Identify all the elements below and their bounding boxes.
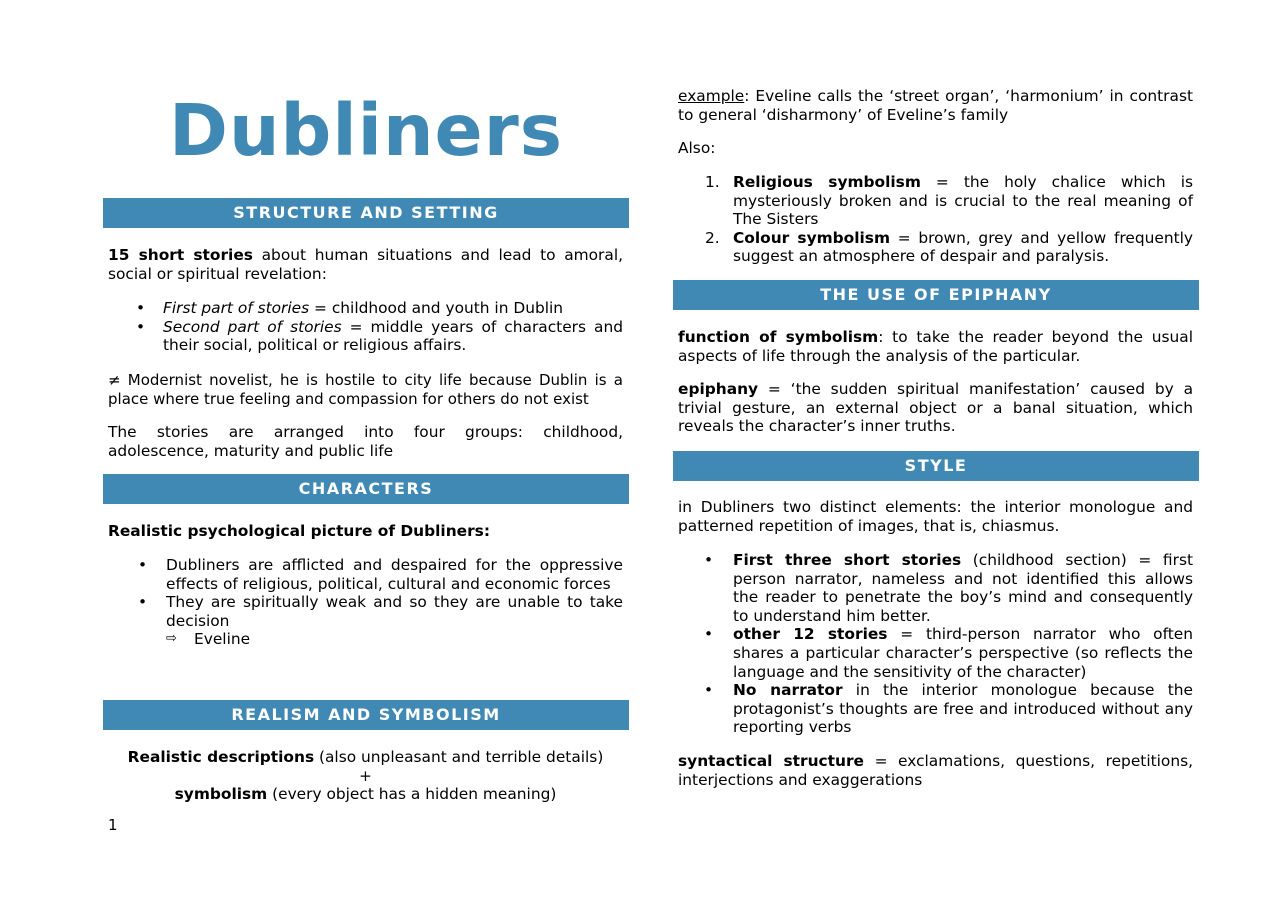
item-rest: = the holy chalice which is mysteriously broken and is crucial to the real meaning of The Sisters [733, 173, 1193, 229]
bullet-icon: • [704, 551, 714, 569]
list-item [108, 556, 623, 593]
bullet-rest: = third-person narrator who often shares a particular character’s perspective (so reflects the language and the sensitivity of the character) [733, 625, 1194, 681]
function-paragraph [678, 328, 1193, 365]
groups-line-2: adolescence, maturity and public life [108, 441, 394, 460]
structure-bullets [108, 299, 623, 355]
syntax-rest: = exclamations, questions, repetitions, interjections and exaggerations [678, 752, 1193, 789]
syntax-paragraph [678, 752, 1193, 789]
realism-line-3-bold: symbolism [174, 785, 268, 804]
bullet-icon: • [136, 317, 146, 336]
bullet-icon: • [136, 299, 146, 317]
bullet-icon: • [704, 625, 714, 644]
bullet-rest: in the interior monologue because the protagonist’s thoughts are free and introduced without any reporting verbs [733, 681, 1193, 737]
list-item [678, 681, 1193, 737]
bullet-icon: • [138, 593, 148, 612]
bullet-rest: = middle years of characters and their social, political or religious affairs. [163, 317, 623, 355]
also-label: Also: [678, 139, 716, 157]
modernist-note: ≠ Modernist novelist, he is hostile to city life because Dublin is a place where true feeling and compassion for others do not exist [108, 371, 623, 408]
epiphany-paragraph [678, 380, 1193, 436]
characters-lead: Realistic psychological picture of Dubliners: [108, 522, 490, 540]
realism-line-1 [108, 748, 623, 767]
function-rest: : to take the reader beyond the usual aspects of life through the analysis of the particular. [678, 328, 1193, 365]
list-item [678, 229, 1193, 266]
structure-intro [108, 246, 623, 283]
symbolism-list [678, 173, 1193, 266]
list-item [108, 299, 623, 318]
realism-line-1-bold: Realistic descriptions [127, 748, 315, 766]
list-item [108, 593, 623, 630]
page-number: 1 [108, 816, 118, 834]
page-title: Dubliners [169, 89, 563, 172]
item-bold: Colour symbolism [733, 228, 891, 247]
bullet-icon: • [138, 556, 148, 574]
example-label: example [678, 87, 745, 105]
bullet-rest: = childhood and youth in Dublin [309, 299, 564, 317]
bullet-bold: No narrator [733, 681, 843, 700]
list-number: 2. [705, 228, 720, 247]
bullet-text: They are spiritually weak and so they are unable to take decision [166, 593, 623, 630]
bullet-bold: other 12 stories [733, 625, 888, 644]
example-rest: : Eveline calls the ‘street organ’, ‘harmonium’ in contrast to general ‘disharmony’ of Eveline’s family [678, 87, 1193, 124]
item-rest: = brown, grey and yellow frequently suggest an atmosphere of despair and paralysis. [733, 228, 1194, 266]
bullet-italic: Second part of stories [163, 317, 342, 336]
function-bold: function of symbolism [678, 328, 879, 346]
section-heading-style: STYLE [673, 451, 1199, 481]
groups-paragraph [108, 423, 623, 460]
list-item [108, 318, 623, 355]
realism-line-1-rest: (also unpleasant and terrible details) [314, 748, 604, 766]
style-intro: in Dubliners two distinct elements: the interior monologue and patterned repetition of images, that is, chiasmus. [678, 498, 1193, 535]
realism-block [108, 748, 623, 804]
section-heading-characters: CHARACTERS [103, 474, 629, 504]
style-bullets [678, 551, 1193, 737]
list-item [678, 551, 1193, 625]
arrow-right-icon: ⇨ [166, 631, 177, 647]
bullet-text: Dubliners are afflicted and despaired for the oppressive effects of religious, political, cultural and economic forces [166, 556, 623, 593]
list-number: 1. [705, 173, 720, 191]
section-heading-epiphany: THE USE OF EPIPHANY [673, 280, 1199, 310]
item-bold: Religious symbolism [733, 173, 921, 191]
groups-line-1: The stories are arranged into four groups: childhood, [108, 423, 623, 441]
syntax-bold: syntactical structure [678, 752, 864, 770]
structure-intro-rest: about human situations and lead to amoral, social or spiritual revelation: [108, 246, 623, 283]
bullet-rest: (childhood section) = first person narrator, nameless and not identified this allows the reader to penetrate the boy’s mind and consequently to understand him better. [733, 551, 1194, 625]
bullet-icon: • [704, 681, 714, 700]
epiphany-rest: = ‘the sudden spiritual manifestation’ caused by a trivial gesture, an external object or a banal situation, which reveals the character’s inner truths. [678, 380, 1193, 436]
list-item [678, 625, 1193, 681]
example-paragraph [678, 87, 1193, 124]
list-item [108, 630, 623, 649]
epiphany-bold: epiphany [678, 380, 759, 398]
characters-bullets [108, 556, 623, 649]
section-heading-structure: STRUCTURE AND SETTING [103, 198, 629, 228]
bullet-bold: First three short stories [733, 551, 962, 569]
list-item [678, 173, 1193, 229]
realism-line-3 [108, 785, 623, 804]
structure-intro-bold: 15 short stories [108, 246, 253, 264]
sub-item-text: Eveline [194, 630, 251, 649]
section-heading-realism: REALISM AND SYMBOLISM [103, 700, 629, 730]
realism-plus: + [359, 766, 372, 785]
realism-line-3-rest: (every object has a hidden meaning) [267, 785, 557, 804]
bullet-italic: First part of stories [163, 299, 310, 317]
